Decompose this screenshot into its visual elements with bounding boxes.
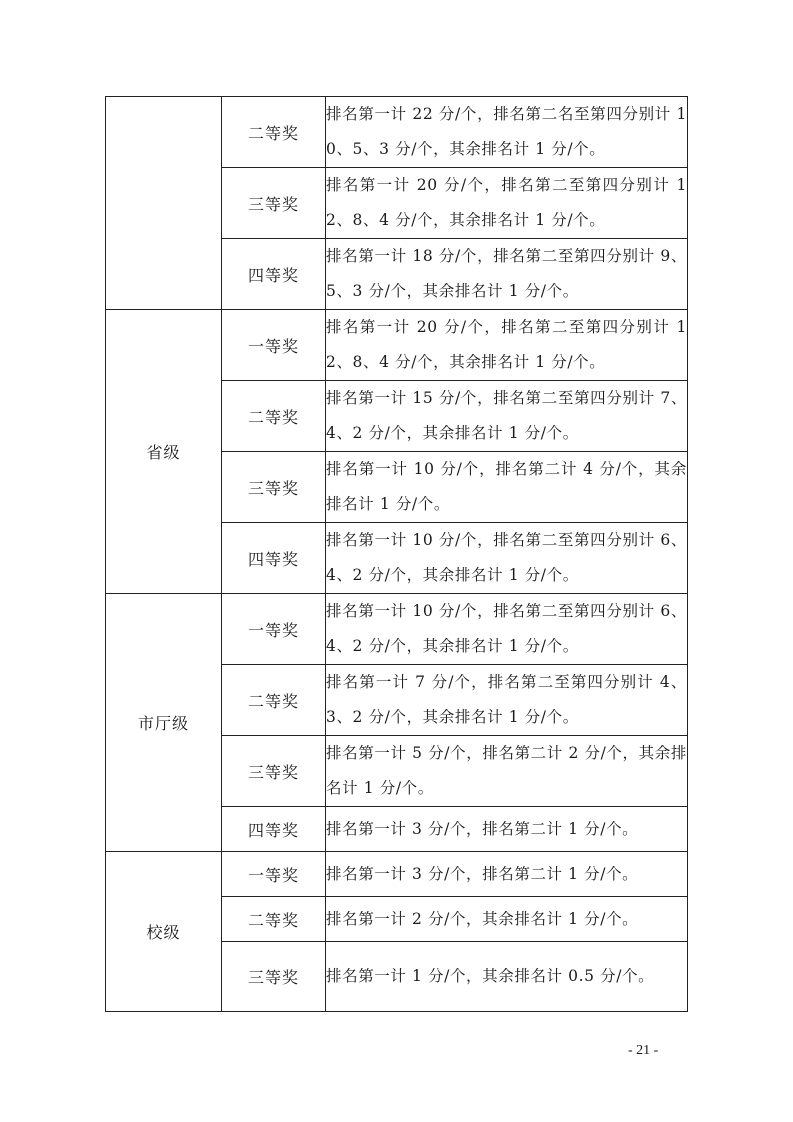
rule-cell: 排名第一计 20 分/个，排名第二至第四分别计 12、8、4 分/个，其余排名计 1 分/个。: [326, 168, 688, 239]
award-cell: 一等奖: [222, 310, 326, 381]
table-row: [106, 594, 688, 665]
rule-cell: 排名第一计 10 分/个，排名第二计 4 分/个，其余排名计 1 分/个。: [326, 452, 688, 523]
award-score-table: [105, 96, 688, 1012]
rule-cell: 排名第一计 2 分/个，其余排名计 1 分/个。: [326, 897, 688, 942]
award-cell: 三等奖: [222, 452, 326, 523]
table-row: [106, 310, 688, 381]
table-row: [106, 852, 688, 897]
rule-cell: 排名第一计 15 分/个，排名第二至第四分别计 7、4、2 分/个，其余排名计 1 分/个。: [326, 381, 688, 452]
award-cell: 四等奖: [222, 239, 326, 310]
award-cell: 二等奖: [222, 97, 326, 168]
rule-cell: 排名第一计 10 分/个，排名第二至第四分别计 6、4、2 分/个，其余排名计 1 分/个。: [326, 523, 688, 594]
award-cell: 三等奖: [222, 736, 326, 807]
award-cell: 二等奖: [222, 897, 326, 942]
rule-cell: 排名第一计 5 分/个，排名第二计 2 分/个，其余排名计 1 分/个。: [326, 736, 688, 807]
award-cell: 三等奖: [222, 168, 326, 239]
level-cell: 市厅级: [106, 594, 222, 852]
rule-cell: 排名第一计 22 分/个，排名第二名至第四分别计 10、5、3 分/个，其余排名计 1 分/个。: [326, 97, 688, 168]
award-cell: 四等奖: [222, 807, 326, 852]
table-row: [106, 97, 688, 168]
page-number: - 21 -: [628, 1043, 659, 1058]
award-cell: 二等奖: [222, 665, 326, 736]
award-cell: 一等奖: [222, 852, 326, 897]
award-cell: 三等奖: [222, 942, 326, 1012]
level-cell: 省级: [106, 310, 222, 594]
level-cell: 校级: [106, 852, 222, 1012]
rule-cell: 排名第一计 10 分/个，排名第二至第四分别计 6、4、2 分/个，其余排名计 1 分/个。: [326, 594, 688, 665]
award-cell: 一等奖: [222, 594, 326, 665]
rule-cell: 排名第一计 3 分/个，排名第二计 1 分/个。: [326, 807, 688, 852]
rule-cell: 排名第一计 20 分/个，排名第二至第四分别计 12、8、4 分/个，其余排名计 1 分/个。: [326, 310, 688, 381]
award-cell: 四等奖: [222, 523, 326, 594]
rule-cell: 排名第一计 18 分/个，排名第二至第四分别计 9、5、3 分/个，其余排名计 1 分/个。: [326, 239, 688, 310]
rule-cell: 排名第一计 1 分/个，其余排名计 0.5 分/个。: [326, 942, 688, 1012]
rule-cell: 排名第一计 7 分/个，排名第二至第四分别计 4、3、2 分/个，其余排名计 1 分/个。: [326, 665, 688, 736]
rule-cell: 排名第一计 3 分/个，排名第二计 1 分/个。: [326, 852, 688, 897]
award-cell: 二等奖: [222, 381, 326, 452]
level-cell: [106, 97, 222, 310]
